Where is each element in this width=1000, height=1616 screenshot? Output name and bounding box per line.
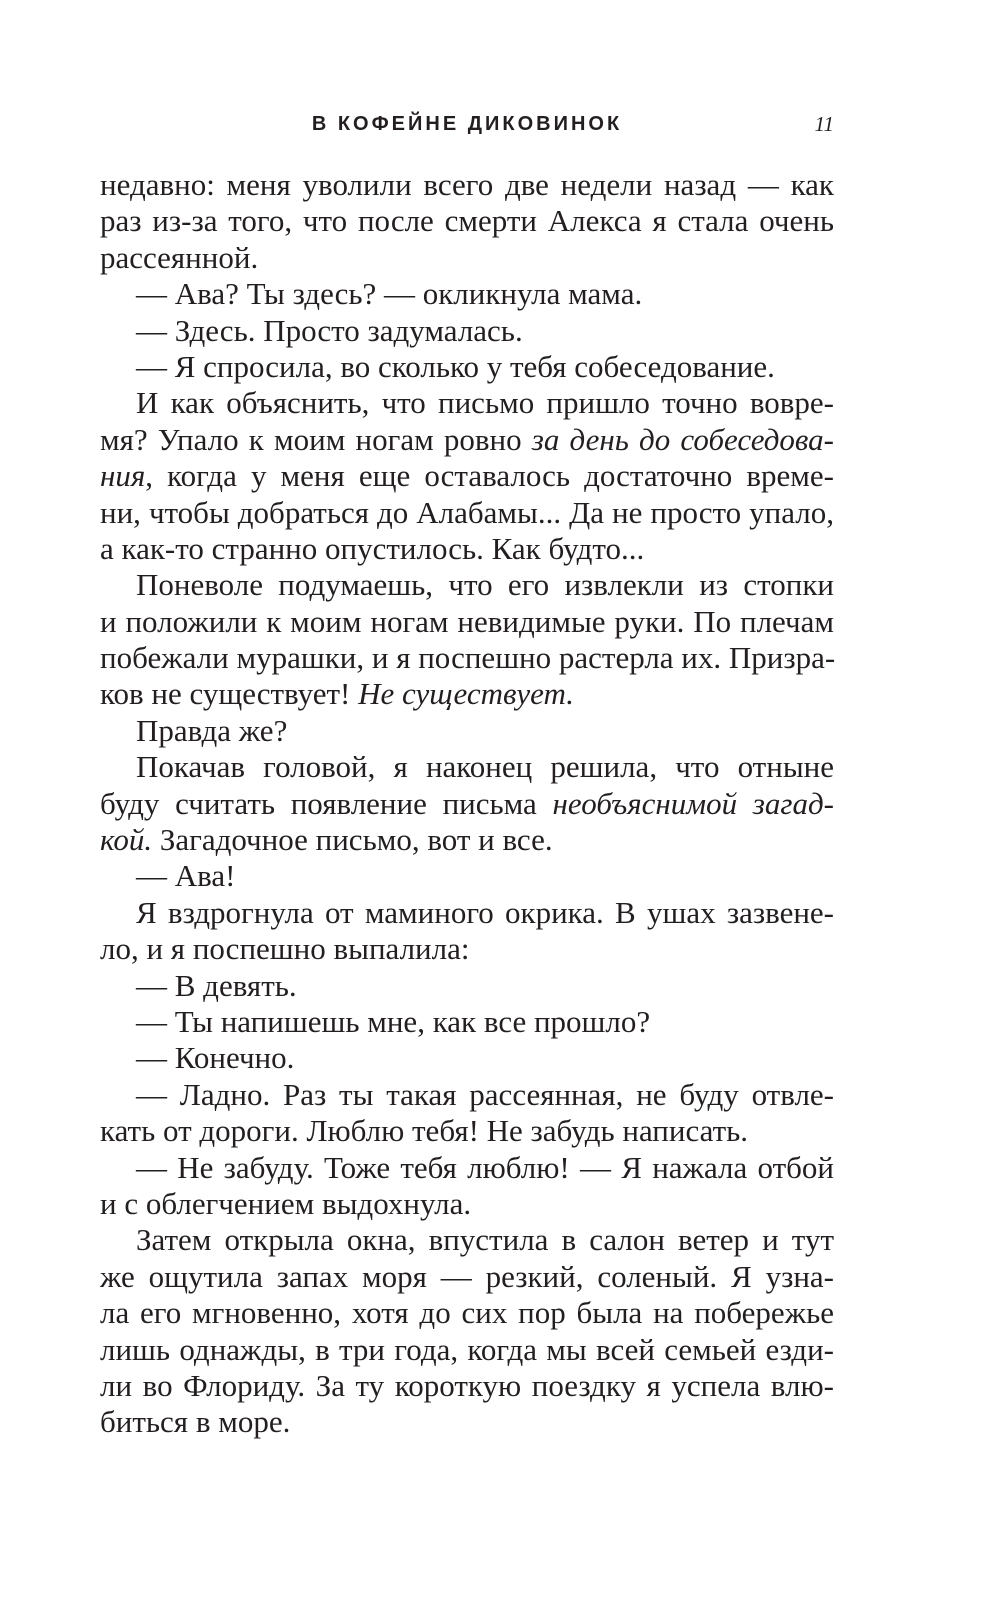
text-line: — Не забуду. Тоже тебя люблю! — Я нажала отбой [136,1149,834,1185]
text-line: биться в море. [100,1404,291,1440]
text-line: Затем открыла окна, впустила в салон ветер и тут [136,1222,834,1258]
text-line [100,822,834,858]
text-line: ло, и я поспешно выпалила: [100,931,470,967]
paragraph [100,713,834,749]
text-line: — Ты напишешь мне, как все прошло? [136,1003,651,1039]
dialogue-line [100,1040,834,1076]
italic-run: Не существует. [358,676,575,712]
text-line: Я вздрогнула от маминого окрика. В ушах зазвене- [136,894,834,930]
text-line: — Конечно. [136,1040,295,1076]
text-line: и с облегчением выдохнула. [100,1185,472,1221]
paragraph [100,385,834,567]
paragraph [100,895,834,968]
text-line: И как объяснить, что письмо пришло точно вовре- [136,385,834,421]
text-run: ков не существует! [100,676,359,712]
text-line: рассеянной. [100,239,259,275]
text-line: ни, чтобы добраться до Алабамы... Да не просто упало, [100,494,834,530]
page-number: 11 [814,112,834,136]
text-line: — Я спросила, во сколько у тебя собеседование. [136,348,775,384]
dialogue-line [100,349,834,385]
text-line [100,676,834,712]
running-head [100,108,834,140]
text-line: недавно: меня уволили всего две недели назад — как [100,167,834,202]
text-line: побежали мурашки, и я поспешно растерла их. Призра- [100,640,836,676]
dialogue-line [100,968,834,1004]
text-line [100,786,834,822]
paragraph [100,1222,834,1440]
italic-run: за день до собеседова- [531,421,834,457]
text-line: — Ава! [136,858,236,894]
text-line: а как-то странно опустилось. Как будто... [100,530,645,566]
text-line: Правда же? [136,712,288,748]
running-title: В КОФЕЙНЕ ДИКОВИНОК [311,113,623,135]
italic-run: необъяснимой загад- [552,785,834,821]
text-line: лишь однажды, в три года, когда мы всей семьей езди- [100,1331,834,1367]
text-line: и положили к моим ногам невидимые руки. По плечам [100,603,834,639]
italic-run: кой. [100,822,153,858]
paragraph [100,167,834,276]
text-line: Покачав головой, я наконец решила, что отныне [136,749,834,785]
paragraph [100,567,834,713]
text-line: ла его мгновенно, хотя до сих пор была на побережье [100,1295,834,1331]
text-run: , когда у меня еще оставалось достаточно време- [145,458,834,494]
text-line: же ощутила запах моря — резкий, соленый. Я узна- [100,1258,834,1294]
text-line: Поневоле подумаешь, что его извлекли из стопки [136,567,834,603]
text-run: буду считать появление письма [100,785,553,821]
text-line: ли во Флориду. За ту короткую поездку я успела влю- [100,1367,834,1403]
text-line [100,458,834,494]
text-run: мя? Упало к моим ногам ровно [100,421,532,457]
dialogue-line [100,1004,834,1040]
dialogue-line [100,858,834,894]
italic-run: ния [100,458,146,494]
text-run: Загадочное письмо, вот и все. [152,822,553,858]
text-line: — Ава? Ты здесь? — окликнула мама. [136,276,643,312]
text-line: — Здесь. Просто задумалась. [136,312,523,348]
paragraph [100,749,834,858]
dialogue-line [100,1077,834,1150]
text-line: — В девять. [136,967,297,1003]
body-text [100,167,834,1441]
dialogue-line [100,1150,834,1223]
dialogue-line [100,313,834,349]
text-line: кать от дороги. Люблю тебя! Не забудь написать. [100,1113,749,1149]
text-line [100,422,834,458]
text-line: — Ладно. Раз ты такая рассеянная, не буду отвле- [136,1076,834,1112]
text-line: раз из-за того, что после смерти Алекса я стала очень [100,203,834,239]
dialogue-line [100,276,834,312]
